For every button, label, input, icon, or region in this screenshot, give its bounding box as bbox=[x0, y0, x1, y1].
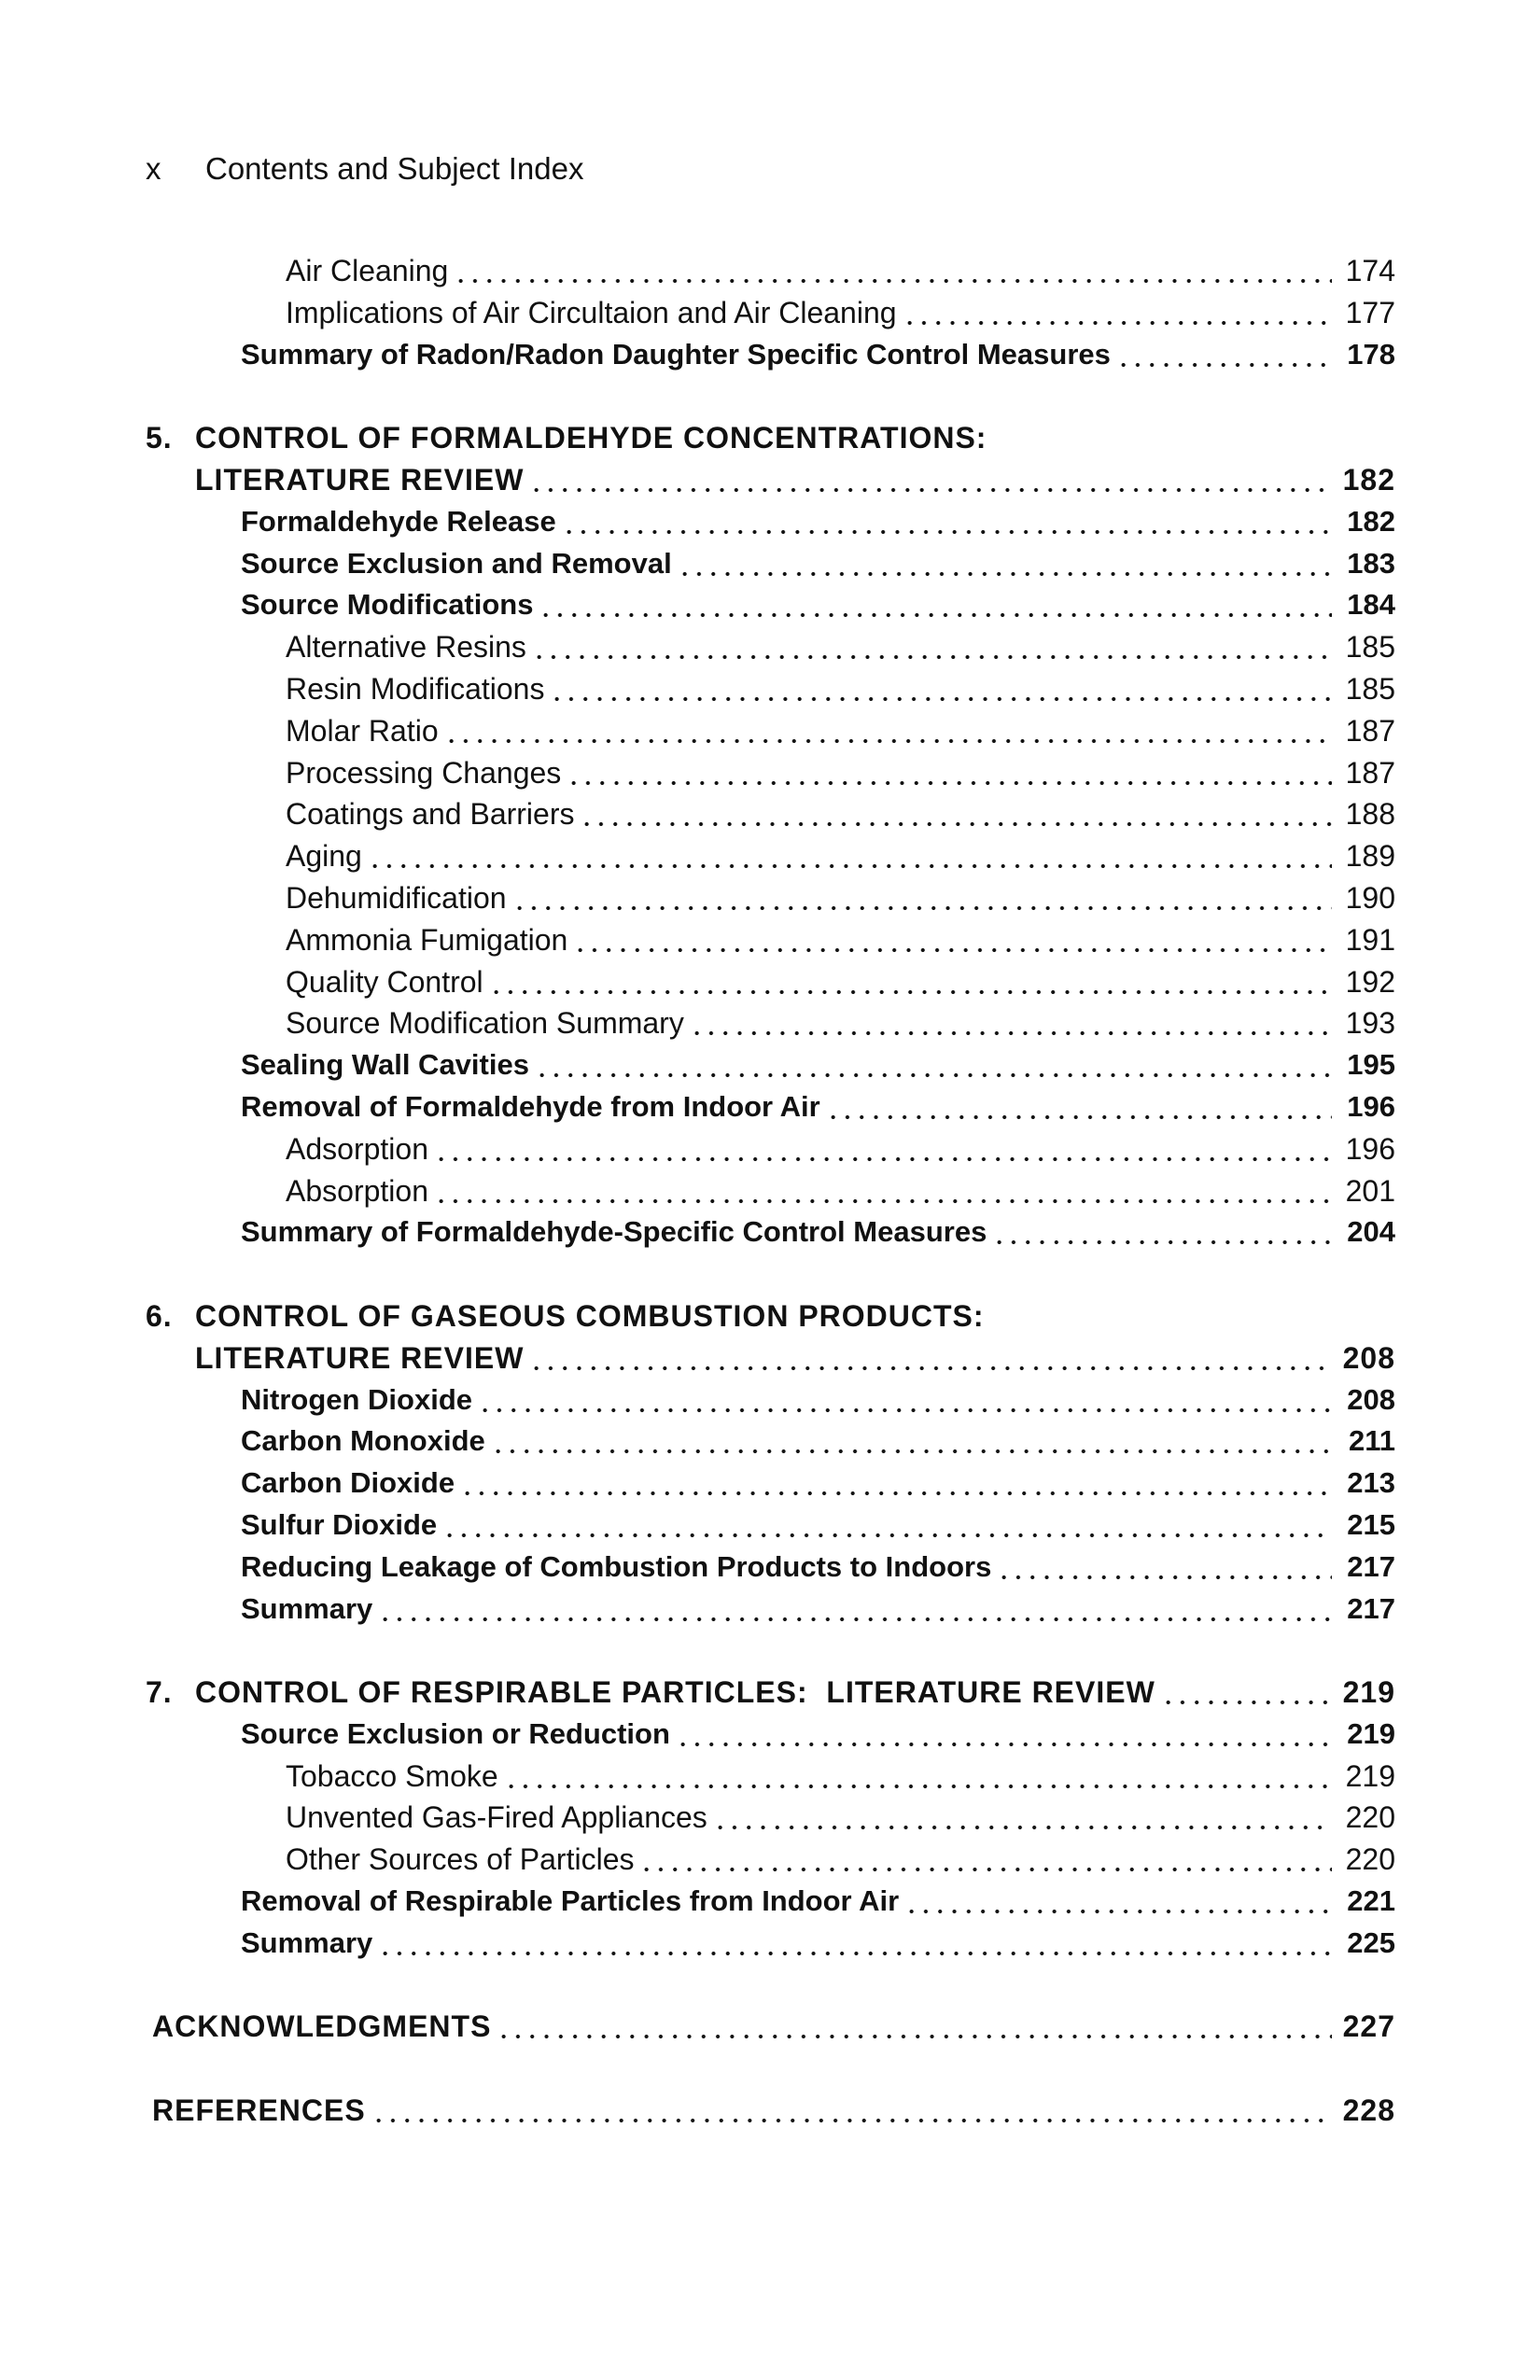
toc-entry-label: Processing Changes bbox=[286, 755, 562, 790]
toc-entry bbox=[0, 1337, 1395, 1379]
toc-entry-label: Dehumidification bbox=[286, 880, 507, 915]
toc-entry-label: Unvented Gas-Fired Appliances bbox=[286, 1800, 707, 1835]
toc-page-number: 228 bbox=[1342, 2093, 1395, 2128]
toc-entry-label: Alternative Resins bbox=[286, 630, 526, 665]
toc-entry bbox=[0, 1505, 1395, 1547]
toc-entry-label: Air Cleaning bbox=[286, 254, 449, 287]
toc-page-number: 225 bbox=[1347, 1925, 1395, 1959]
dot-leader bbox=[1116, 334, 1332, 376]
dot-leader bbox=[368, 835, 1332, 877]
spacer bbox=[0, 1253, 1395, 1295]
toc-page-number: 193 bbox=[1345, 1006, 1395, 1041]
toc-entry-label: Summary of Radon/Radon Daughter Specific Control Measures bbox=[241, 337, 1111, 371]
toc-page-number: 174 bbox=[1345, 254, 1395, 287]
toc-entry bbox=[0, 919, 1395, 961]
dot-leader bbox=[903, 292, 1332, 334]
toc-entry bbox=[0, 2090, 1395, 2132]
toc-entry-label: Other Sources of Particles bbox=[286, 1842, 635, 1877]
toc-entry bbox=[0, 501, 1395, 543]
dot-leader bbox=[504, 1756, 1332, 1798]
toc-entry-label: CONTROL OF RESPIRABLE PARTICLES: LITERATURE REVIEW bbox=[195, 1675, 1155, 1710]
toc-page-number: 192 bbox=[1345, 964, 1395, 999]
toc-entry-label: REFERENCES bbox=[152, 2093, 366, 2128]
dot-leader bbox=[512, 877, 1332, 919]
toc-entry bbox=[0, 626, 1395, 668]
dot-leader bbox=[434, 1170, 1332, 1212]
toc-entry bbox=[0, 1044, 1395, 1086]
dot-leader bbox=[992, 1211, 1332, 1253]
toc-entry-label: Molar Ratio bbox=[286, 713, 439, 748]
dot-leader bbox=[371, 2090, 1332, 2132]
toc-page-number: 211 bbox=[1348, 1424, 1395, 1458]
toc-entry-label: Implications of Air Circultaion and Air Cleaning bbox=[286, 295, 897, 329]
dot-leader bbox=[497, 2006, 1332, 2048]
toc-entry-label: Source Exclusion or Reduction bbox=[241, 1716, 670, 1750]
dot-leader bbox=[539, 584, 1332, 626]
dot-leader bbox=[826, 1086, 1332, 1128]
dot-leader bbox=[529, 459, 1332, 501]
toc-entry-label: Nitrogen Dioxide bbox=[241, 1382, 473, 1416]
spacer bbox=[0, 1630, 1395, 1672]
dot-leader bbox=[532, 626, 1332, 668]
dot-leader bbox=[444, 710, 1332, 752]
toc-page-number: 221 bbox=[1347, 1884, 1395, 1918]
toc-chapter-heading bbox=[0, 417, 1395, 459]
toc-page-number: 182 bbox=[1342, 462, 1395, 497]
table-of-contents bbox=[0, 250, 1540, 2132]
dot-leader bbox=[567, 752, 1332, 794]
toc-page-number: 184 bbox=[1347, 588, 1395, 622]
toc-page-number: 195 bbox=[1347, 1048, 1395, 1082]
toc-page-number: 185 bbox=[1345, 630, 1395, 665]
dot-leader bbox=[580, 793, 1332, 835]
toc-entry-label: ACKNOWLEDGMENTS bbox=[152, 2009, 492, 2044]
toc-entry-label: CONTROL OF FORMALDEHYDE CONCENTRATIONS: bbox=[195, 421, 987, 455]
page-number: x bbox=[146, 151, 161, 186]
spacer bbox=[0, 1965, 1395, 2007]
toc-entry bbox=[0, 668, 1395, 710]
toc-page-number: 204 bbox=[1347, 1215, 1395, 1249]
dot-leader bbox=[713, 1797, 1332, 1839]
toc-entry bbox=[0, 1797, 1395, 1839]
toc-page-number: 190 bbox=[1345, 880, 1395, 915]
toc-page-number: 191 bbox=[1345, 922, 1395, 957]
toc-entry bbox=[0, 1547, 1395, 1589]
toc-chapter-heading bbox=[0, 1295, 1395, 1337]
toc-page-number: 178 bbox=[1347, 337, 1395, 371]
toc-entry bbox=[0, 710, 1395, 752]
toc-entry-label: Source Modifications bbox=[241, 588, 534, 622]
toc-page-number: 187 bbox=[1345, 713, 1395, 748]
toc-entry-label: Resin Modifications bbox=[286, 671, 545, 706]
toc-page-number: 196 bbox=[1347, 1089, 1395, 1123]
toc-entry bbox=[0, 961, 1395, 1003]
toc-entry-label: Sealing Wall Cavities bbox=[241, 1048, 529, 1082]
toc-entry bbox=[0, 1881, 1395, 1923]
toc-page-number: 219 bbox=[1345, 1758, 1395, 1793]
toc-entry bbox=[0, 292, 1395, 334]
chapter-number: 5. bbox=[146, 421, 173, 455]
spacer bbox=[0, 375, 1395, 417]
toc-entry bbox=[0, 1923, 1395, 1965]
toc-entry bbox=[0, 1839, 1395, 1881]
toc-entry bbox=[0, 1714, 1395, 1756]
toc-entry-label: Source Modification Summary bbox=[286, 1006, 684, 1041]
toc-entry-label: Summary bbox=[241, 1925, 373, 1959]
toc-entry bbox=[0, 1211, 1395, 1253]
toc-entry bbox=[0, 877, 1395, 919]
toc-page-number: 183 bbox=[1347, 546, 1395, 580]
dot-leader bbox=[997, 1547, 1332, 1589]
toc-entry bbox=[0, 835, 1395, 877]
toc-page-number: 208 bbox=[1347, 1382, 1395, 1416]
toc-entry-label: LITERATURE REVIEW bbox=[195, 1340, 525, 1375]
toc-chapter-heading bbox=[0, 1672, 1395, 1714]
dot-leader bbox=[573, 919, 1332, 961]
toc-entry bbox=[0, 543, 1395, 585]
toc-page-number: 208 bbox=[1342, 1340, 1395, 1375]
toc-page-number: 227 bbox=[1342, 2009, 1395, 2044]
toc-entry bbox=[0, 459, 1395, 501]
toc-page-number: 188 bbox=[1345, 797, 1395, 832]
dot-leader bbox=[460, 1463, 1332, 1505]
toc-page-number: 217 bbox=[1347, 1591, 1395, 1625]
dot-leader bbox=[904, 1881, 1332, 1923]
toc-entry-label: Tobacco Smoke bbox=[286, 1758, 498, 1793]
dot-leader bbox=[690, 1002, 1332, 1044]
dot-leader bbox=[562, 501, 1332, 543]
toc-entry bbox=[0, 1128, 1395, 1170]
dot-leader bbox=[491, 1421, 1332, 1463]
toc-entry bbox=[0, 1086, 1395, 1128]
toc-entry-label: Aging bbox=[286, 839, 362, 874]
toc-entry bbox=[0, 1756, 1395, 1798]
toc-page-number: 187 bbox=[1345, 755, 1395, 790]
toc-entry-label: Absorption bbox=[286, 1173, 428, 1208]
toc-entry bbox=[0, 1002, 1395, 1044]
toc-page-number: 215 bbox=[1347, 1507, 1395, 1541]
chapter-number: 7. bbox=[146, 1675, 173, 1710]
toc-entry bbox=[0, 1463, 1395, 1505]
toc-page-number: 185 bbox=[1345, 671, 1395, 706]
toc-entry-label: Carbon Monoxide bbox=[241, 1424, 485, 1458]
toc-entry-label: Removal of Respirable Particles from Indoor Air bbox=[241, 1884, 900, 1918]
dot-leader bbox=[378, 1589, 1332, 1631]
dot-leader bbox=[678, 543, 1332, 585]
toc-entry bbox=[0, 1379, 1395, 1421]
toc-entry bbox=[0, 584, 1395, 626]
dot-leader bbox=[676, 1714, 1332, 1756]
toc-page-number: 196 bbox=[1345, 1131, 1395, 1166]
dot-leader bbox=[639, 1839, 1332, 1881]
toc-entry-label: Quality Control bbox=[286, 964, 483, 999]
toc-entry bbox=[0, 1421, 1395, 1463]
toc-page-number: 220 bbox=[1345, 1800, 1395, 1835]
toc-page-number: 219 bbox=[1347, 1716, 1395, 1750]
dot-leader bbox=[550, 668, 1332, 710]
toc-entry-label: CONTROL OF GASEOUS COMBUSTION PRODUCTS: bbox=[195, 1298, 985, 1333]
toc-page-number: 220 bbox=[1345, 1842, 1395, 1877]
toc-entry-label: Adsorption bbox=[286, 1131, 428, 1166]
toc-entry bbox=[0, 1589, 1395, 1631]
toc-entry-label: Summary of Formaldehyde-Specific Control Measures bbox=[241, 1215, 987, 1249]
toc-page-number: 219 bbox=[1342, 1675, 1395, 1710]
toc-page-number: 213 bbox=[1347, 1466, 1395, 1500]
toc-entry bbox=[0, 250, 1395, 292]
toc-entry bbox=[0, 334, 1395, 376]
toc-entry-label: Reducing Leakage of Combustion Products to Indoors bbox=[241, 1549, 992, 1583]
header-title: Contents and Subject Index bbox=[205, 151, 584, 186]
chapter-number: 6. bbox=[146, 1298, 173, 1333]
toc-entry bbox=[0, 752, 1395, 794]
dot-leader bbox=[454, 250, 1332, 292]
toc-entry-label: LITERATURE REVIEW bbox=[195, 462, 525, 497]
toc-page-number: 217 bbox=[1347, 1549, 1395, 1583]
toc-entry-label: Ammonia Fumigation bbox=[286, 922, 568, 957]
toc-entry-label: Carbon Dioxide bbox=[241, 1466, 455, 1500]
toc-page-number: 177 bbox=[1345, 295, 1395, 329]
dot-leader bbox=[378, 1923, 1332, 1965]
dot-leader bbox=[489, 961, 1332, 1003]
dot-leader bbox=[478, 1379, 1332, 1421]
toc-entry-label: Coatings and Barriers bbox=[286, 797, 575, 832]
toc-entry-label: Sulfur Dioxide bbox=[241, 1507, 438, 1541]
dot-leader bbox=[535, 1044, 1332, 1086]
toc-page-number: 201 bbox=[1345, 1173, 1395, 1208]
dot-leader bbox=[434, 1128, 1332, 1170]
toc-entry-label: Formaldehyde Release bbox=[241, 504, 556, 538]
dot-leader bbox=[1161, 1672, 1332, 1714]
dot-leader bbox=[442, 1505, 1332, 1547]
toc-entry bbox=[0, 1170, 1395, 1212]
dot-leader bbox=[529, 1337, 1332, 1379]
spacer bbox=[0, 2048, 1395, 2090]
toc-page-number: 182 bbox=[1347, 504, 1395, 538]
toc-entry bbox=[0, 2006, 1395, 2048]
running-header bbox=[146, 151, 583, 187]
toc-entry-label: Removal of Formaldehyde from Indoor Air bbox=[241, 1089, 820, 1123]
toc-entry-label: Summary bbox=[241, 1591, 373, 1625]
toc-entry bbox=[0, 793, 1395, 835]
toc-page-number: 189 bbox=[1345, 839, 1395, 874]
toc-entry-label: Source Exclusion and Removal bbox=[241, 546, 672, 580]
